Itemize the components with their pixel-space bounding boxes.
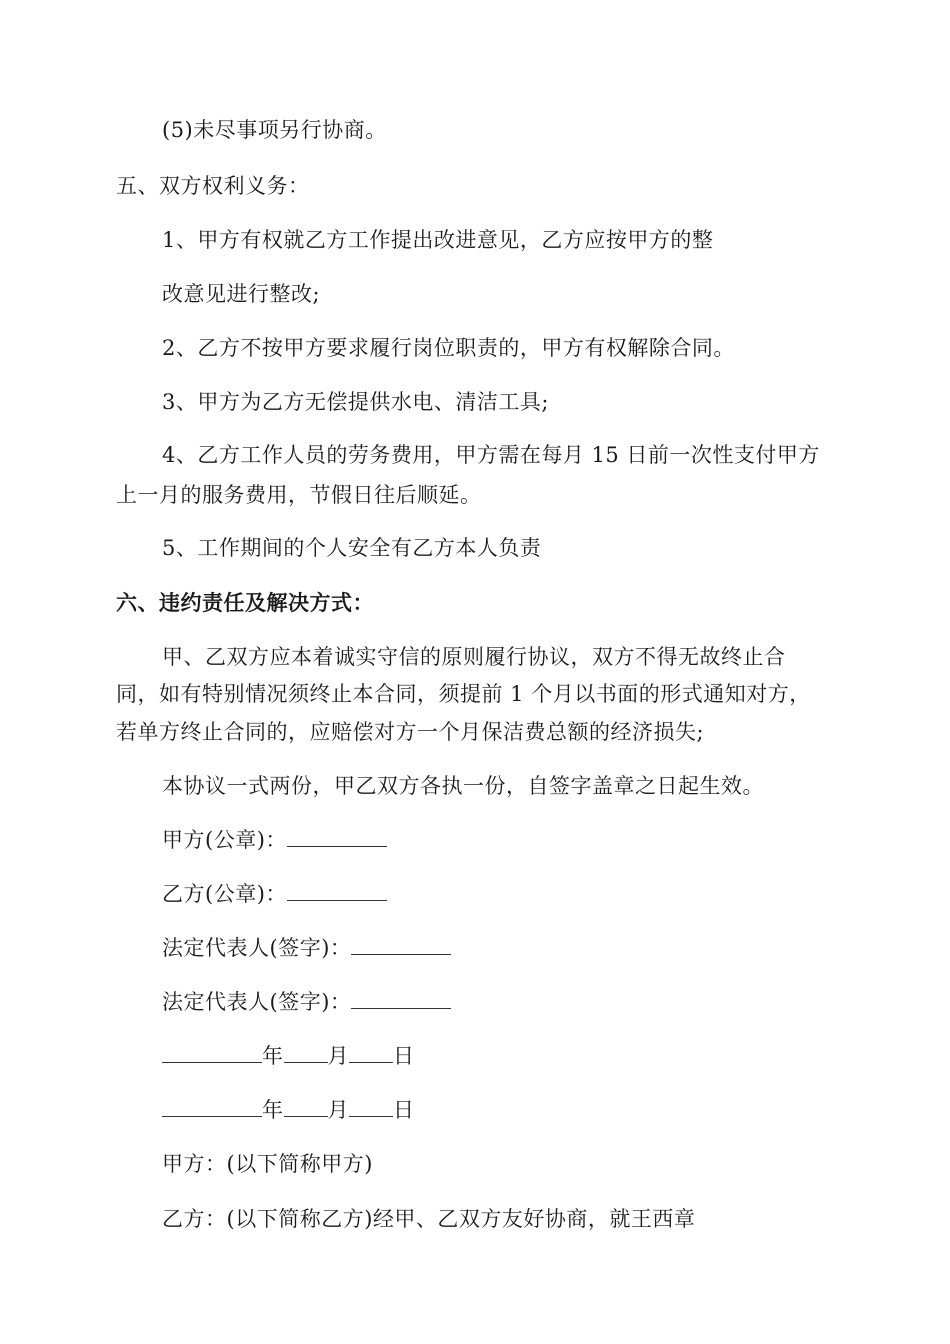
party-a-intro: 甲方：(以下简称甲方)	[162, 1152, 373, 1176]
section-6-title: 六、违约责任及解决方式：	[116, 591, 374, 615]
section-5-title: 五、双方权利义务：	[116, 174, 310, 198]
date-row-2	[162, 1096, 415, 1124]
sign-rep-2-label: 法定代表人(签字)：	[162, 990, 352, 1014]
s6-para1-line2: 同，如有特别情况须终止本合同，须提前 1 个月以书面的形式通知对方，	[116, 682, 811, 706]
s5-item3: 3、甲方为乙方无偿提供水电、清洁工具;	[162, 390, 549, 414]
date-1-day: 日	[393, 1044, 415, 1068]
sign-party-b-row	[162, 880, 387, 908]
sign-party-b-blank	[287, 880, 387, 901]
sign-party-a-blank	[287, 826, 387, 847]
date-2-year: 年	[262, 1098, 284, 1122]
date-2-month-blank	[284, 1096, 328, 1117]
sign-party-b-label: 乙方(公章)：	[162, 882, 287, 906]
sign-rep-1-label: 法定代表人(签字)：	[162, 936, 352, 960]
date-2-year-blank	[162, 1096, 262, 1117]
date-2-day-blank	[349, 1096, 393, 1117]
date-row-1	[162, 1042, 415, 1070]
date-1-month: 月	[327, 1044, 349, 1068]
date-2-day: 日	[393, 1098, 415, 1122]
s5-item5: 5、工作期间的个人安全有乙方本人负责	[162, 536, 542, 560]
s5-item1-line1: 1、甲方有权就乙方工作提出改进意见，乙方应按甲方的整	[162, 228, 714, 252]
sign-party-a-label: 甲方(公章)：	[162, 828, 287, 852]
s6-para1-line1: 甲、乙双方应本着诚实守信的原则履行协议，双方不得无故终止合	[162, 645, 786, 669]
sign-rep-2-blank	[351, 988, 451, 1009]
sign-party-a-row	[162, 826, 387, 854]
date-1-month-blank	[284, 1042, 328, 1063]
date-2-month: 月	[327, 1098, 349, 1122]
sign-rep-1-row	[162, 934, 451, 962]
s5-item4-line1: 4、乙方工作人员的劳务费用，甲方需在每月 15 日前一次性支付甲方	[162, 443, 820, 467]
s5-item4-line2: 上一月的服务费用，节假日往后顺延。	[116, 483, 482, 507]
s6-para1-line3: 若单方终止合同的，应赔偿对方一个月保洁费总额的经济损失;	[116, 720, 705, 744]
s5-item2: 2、乙方不按甲方要求履行岗位职责的，甲方有权解除合同。	[162, 336, 735, 360]
sign-rep-1-blank	[351, 934, 451, 955]
party-b-intro: 乙方：(以下简称乙方)经甲、乙双方友好协商，就王西章	[162, 1207, 696, 1231]
s6-para2: 本协议一式两份，甲乙双方各执一份，自签字盖章之日起生效。	[162, 774, 764, 798]
item-5-misc: (5)未尽事项另行协商。	[162, 118, 387, 142]
sign-rep-2-row	[162, 988, 451, 1016]
s5-item1-line2: 改意见进行整改;	[162, 282, 321, 306]
date-1-year: 年	[262, 1044, 284, 1068]
date-1-year-blank	[162, 1042, 262, 1063]
date-1-day-blank	[349, 1042, 393, 1063]
